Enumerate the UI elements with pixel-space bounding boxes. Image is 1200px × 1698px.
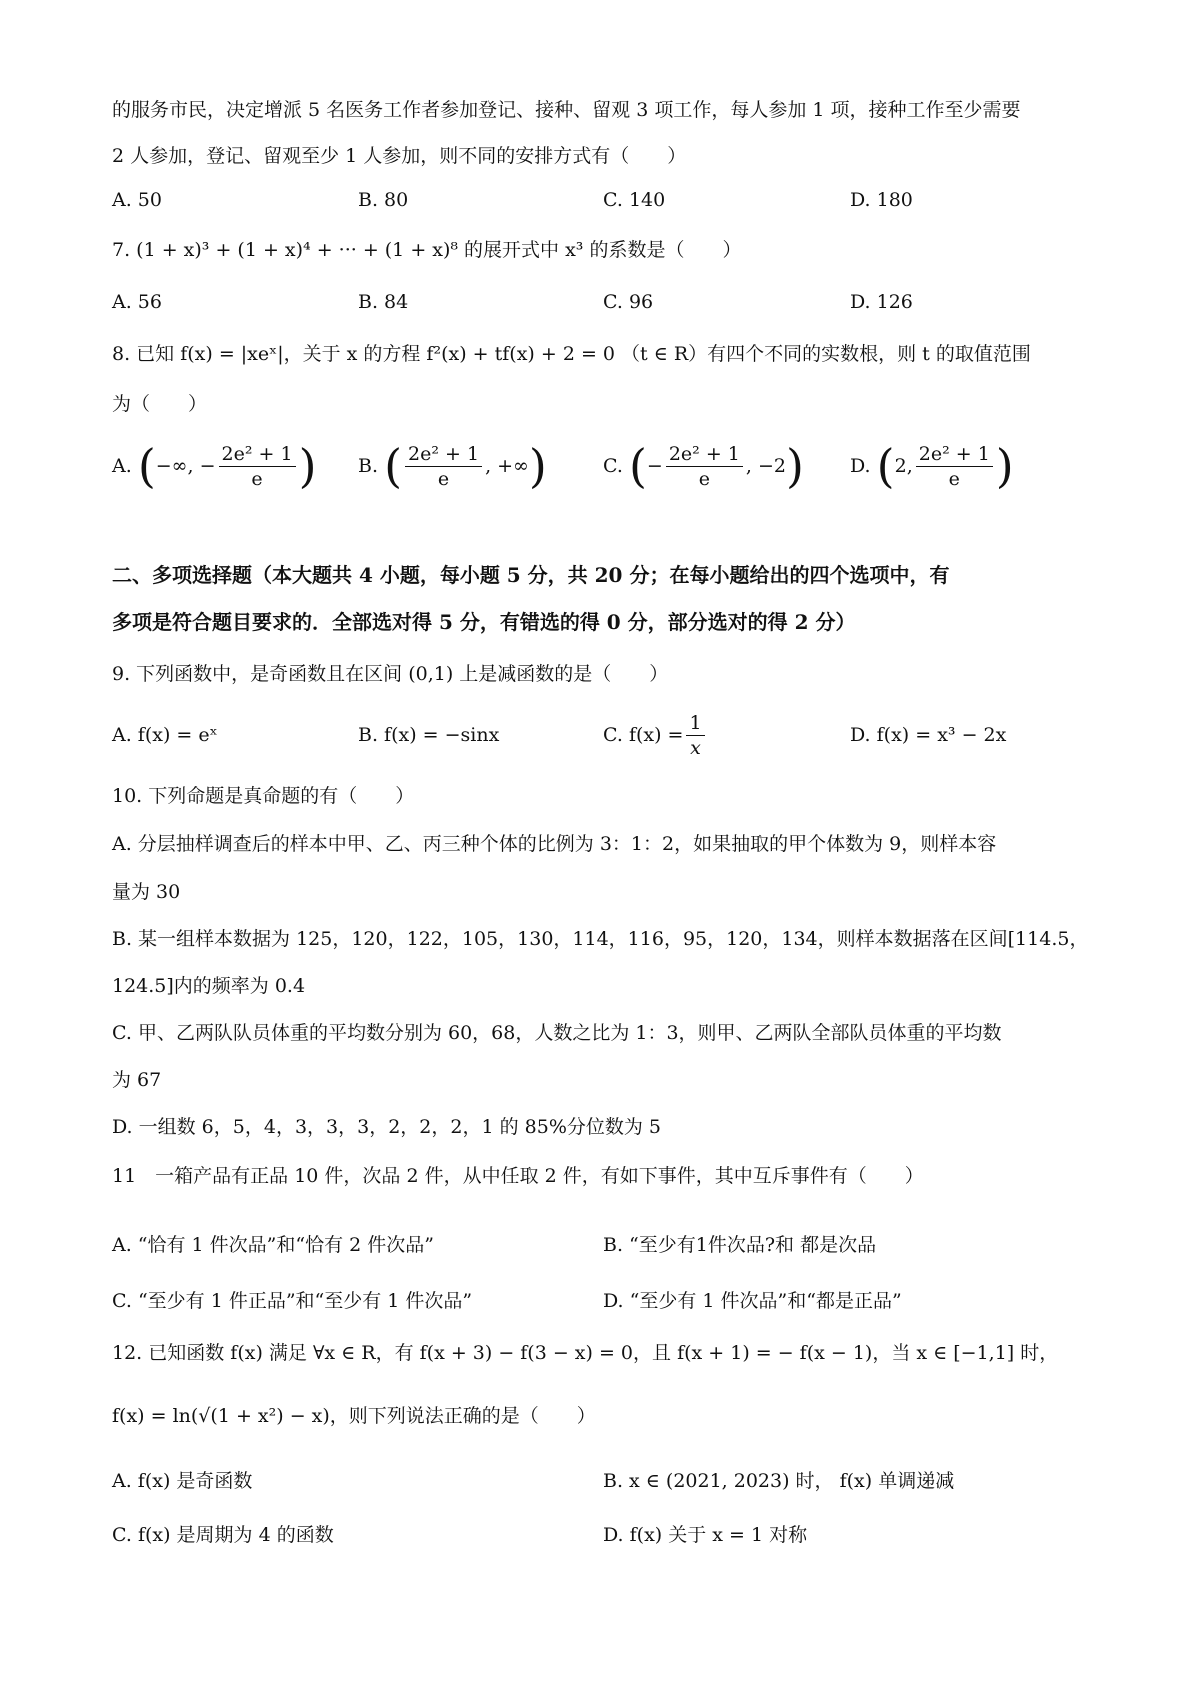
q9-option-a: A. f(x) = eˣ: [112, 724, 218, 746]
interval-left: −∞, −: [155, 455, 216, 477]
q8-options: [0, 431, 1200, 501]
q12-option-b: B. x ∈ (2021, 2023) 时， f(x) 单调递减: [603, 1470, 955, 1492]
q10-option-a-line1: A. 分层抽样调查后的样本中甲、乙、丙三种个体的比例为 3：1：2，如果抽取的甲个体数为 9，则样本容: [112, 833, 997, 855]
fraction: $\frac{\text{2e² + 1}}{e}$: [219, 442, 296, 491]
q10-option-c-line1: C. 甲、乙两队队员体重的平均数分别为 60，68，人数之比为 1：3，则甲、乙两队全部队员体重的平均数: [112, 1022, 1002, 1044]
q11-option-c: C. “至少有 1 件正品”和“至少有 1 件次品”: [112, 1290, 473, 1312]
q8-option-a: A. ( −∞, − $\frac{\text{2e² + 1}}{e}$ ): [112, 439, 317, 493]
q10-option-b-line2: 124.5]内的频率为 0.4: [112, 975, 306, 997]
q7-stem: 7. (1 + x)³ + (1 + x)⁴ + ··· + (1 + x)⁸ 的展开式中 x³ 的系数是（ ）: [112, 239, 742, 261]
q12-stem-line1: 12. 已知函数 f(x) 满足 ∀x ∈ R，有 f(x + 3) − f(3 − x) = 0，且 f(x + 1) = − f(x − 1)，当 x ∈ [−1,1] 时，: [112, 1342, 1059, 1364]
q8-option-d: D. ( 2, $\frac{\text{2e² + 1}}{e}$ ): [850, 439, 1014, 493]
option-label: B.: [358, 455, 379, 477]
q9-option-c: [603, 700, 708, 770]
q10-option-b-line1: B. 某一组样本数据为 125，120，122，105，130，114，116，95，120，134，则样本数据落在区间[114.5，: [112, 928, 1089, 950]
q8-stem-line1: 8. 已知 f(x) = |xeˣ|，关于 x 的方程 f²(x) + tf(x) + 2 = 0 （t ∈ R）有四个不同的实数根，则 t 的取值范围: [112, 343, 1031, 365]
q10-stem: 10. 下列命题是真命题的有（ ）: [112, 785, 415, 807]
q7-option-a: A. 56: [112, 291, 162, 313]
fraction: $\frac{\text{2e² + 1}}{e}$: [916, 442, 993, 491]
q7-option-d: D. 126: [850, 291, 913, 313]
section2-heading-line2: 多项是符合题目要求的．全部选对得 5 分，有错选的得 0 分，部分选对的得 2 分）: [112, 610, 856, 634]
fraction: $\frac{1}{x}$: [686, 711, 704, 760]
q6-text-line1: 的服务市民，决定增派 5 名医务工作者参加登记、接种、留观 3 项工作，每人参加 1 项，接种工作至少需要: [112, 99, 1021, 121]
q10-option-a-line2: 量为 30: [112, 881, 181, 903]
interval-right: , −2: [745, 455, 786, 477]
q6-option-c: C. 140: [603, 189, 666, 211]
q11-option-b: B. “至少有1件次品?和 都是次品: [603, 1234, 877, 1256]
q10-option-c-line2: 为 67: [112, 1069, 162, 1091]
q9-option-b: B. f(x) = −sinx: [358, 724, 500, 746]
q6-option-a: A. 50: [112, 189, 162, 211]
interval-left: 2,: [894, 455, 913, 477]
q12-option-d: D. f(x) 关于 x = 1 对称: [603, 1524, 808, 1546]
interval-right: , +∞: [485, 455, 529, 477]
option-label: A.: [112, 455, 132, 477]
q9-stem: 9. 下列函数中，是奇函数且在区间 (0,1) 上是减函数的是（ ）: [112, 663, 669, 685]
fraction: $\frac{\text{2e² + 1}}{e}$: [405, 442, 482, 491]
q6-option-b: B. 80: [358, 189, 409, 211]
interval-left: −: [646, 455, 663, 477]
q7-option-b: B. 84: [358, 291, 409, 313]
fraction: $\frac{\text{2e² + 1}}{e}$: [666, 442, 743, 491]
q11-option-a: A. “恰有 1 件次品”和“恰有 2 件次品”: [112, 1234, 434, 1256]
q10-option-d: D. 一组数 6，5，4，3，3，3，2，2，2，1 的 85%分位数为 5: [112, 1116, 661, 1138]
q6-option-d: D. 180: [850, 189, 913, 211]
q12-stem-line2: f(x) = ln(√(1 + x²) − x)，则下列说法正确的是（ ）: [112, 1405, 596, 1427]
q6-text-line2: 2 人参加，登记、留观至少 1 人参加，则不同的安排方式有（ ）: [112, 145, 687, 167]
q7-option-c: C. 96: [603, 291, 654, 313]
option-label: C.: [603, 455, 623, 477]
q11-option-d: D. “至少有 1 件次品”和“都是正品”: [603, 1290, 902, 1312]
q12-option-c: C. f(x) 是周期为 4 的函数: [112, 1524, 334, 1546]
q8-option-c: C. ( − $\frac{\text{2e² + 1}}{e}$ , −2 ): [603, 439, 804, 493]
q9-option-d: D. f(x) = x³ − 2x: [850, 724, 1007, 746]
option-label: C. f(x) =: [603, 724, 684, 746]
q9-options: [0, 700, 1200, 770]
q8-stem-line2: 为（ ）: [112, 393, 208, 415]
q8-option-b: B. ( $\frac{\text{2e² + 1}}{e}$ , +∞ ): [358, 439, 547, 493]
q12-option-a: A. f(x) 是奇函数: [112, 1470, 253, 1492]
option-label: D.: [850, 455, 871, 477]
section2-heading-line1: 二、多项选择题（本大题共 4 小题，每小题 5 分，共 20 分；在每小题给出的四个选项中，有: [112, 563, 950, 587]
q11-stem: 11 一箱产品有正品 10 件，次品 2 件，从中任取 2 件，有如下事件，其中互斥事件有（ ）: [112, 1165, 924, 1187]
